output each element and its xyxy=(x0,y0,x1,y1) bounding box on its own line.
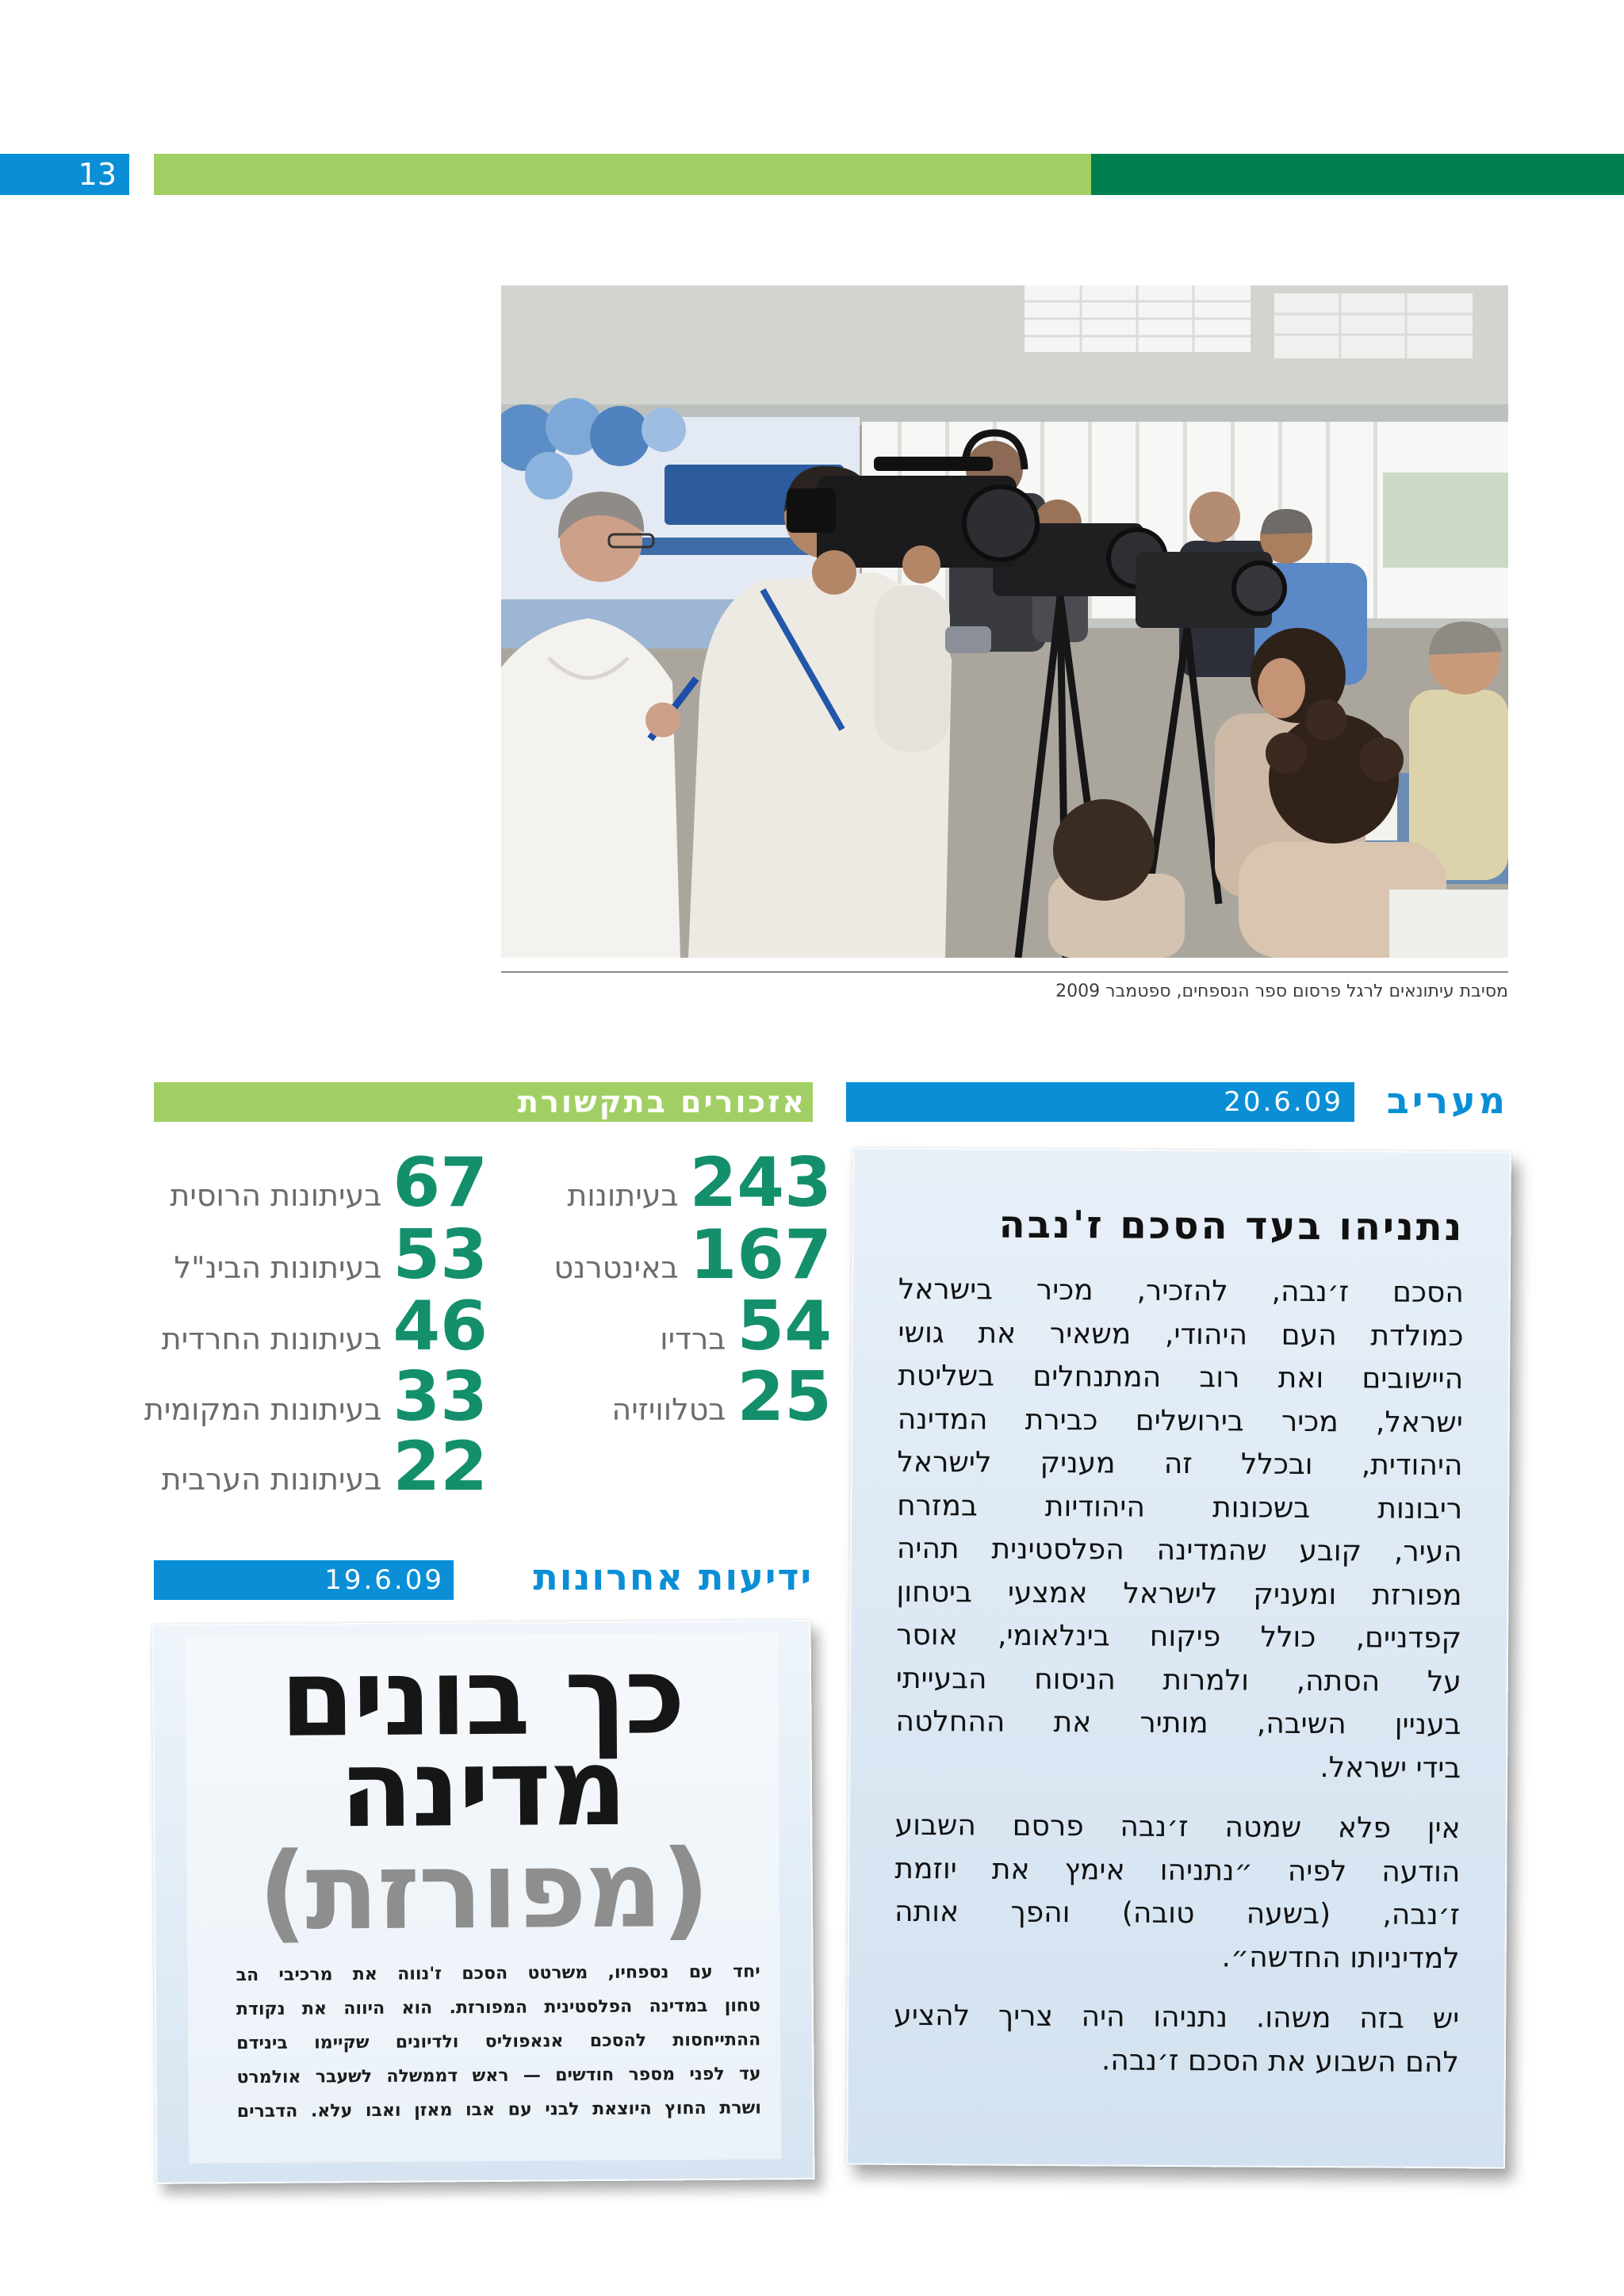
mention-stat xyxy=(170,1143,488,1223)
article-line: אין פלא שמטה ז׳נבה פרסם השבוע xyxy=(894,1808,1461,1846)
clipping-headline-line: (מפורזת) xyxy=(257,1827,709,1954)
mention-stat xyxy=(174,1215,488,1295)
mention-count: 46 xyxy=(393,1287,488,1366)
article-line: קפדניים, כולל פיקוח בינלאומי, אוסר xyxy=(896,1618,1462,1655)
article-body xyxy=(894,1269,1464,2102)
clipping-body xyxy=(236,1955,760,2130)
mention-count: 243 xyxy=(689,1143,832,1223)
article-line: להם השבוע את הסכם ז׳נבה. xyxy=(1101,2043,1460,2079)
ceiling xyxy=(501,285,1508,425)
article-line: הסכם ז׳נבה, להזכיר, מכיר בישראל xyxy=(898,1272,1464,1310)
article-line: היהודית, ובכלל זה מעניק לישראל xyxy=(897,1445,1463,1483)
mentions-title: אזכורים בתקשורת xyxy=(517,1085,806,1119)
mention-stat xyxy=(660,1287,832,1366)
photo-caption: מסיבת עיתונאים לרגל פרסום ספר הנספחים, ספטמבר 2009 xyxy=(1055,982,1508,1001)
mention-label: בעיתונות המקומית xyxy=(144,1392,382,1427)
article-line: היישובים ואת רוב המתנחלים בשליטת xyxy=(898,1359,1464,1396)
header-bar-light-green xyxy=(154,154,1091,195)
article-paragraph xyxy=(895,1269,1464,1790)
yedioth-clipping-card xyxy=(152,1620,815,2184)
mention-count: 25 xyxy=(737,1357,832,1437)
mention-label: בטלוויזיה xyxy=(611,1392,726,1427)
press-conference-photo xyxy=(501,285,1508,958)
mention-count: 53 xyxy=(393,1215,488,1295)
article-line: ישראל, מכיר בירושלים כבירת המדינה xyxy=(897,1402,1463,1439)
mention-count: 33 xyxy=(393,1357,488,1437)
mention-count: 54 xyxy=(737,1287,832,1366)
mention-label: באינטרנט xyxy=(553,1250,679,1285)
yedioth-source-title: ידיעות אחרונות xyxy=(533,1556,813,1598)
mention-label: בעיתונות הערבית xyxy=(161,1462,382,1497)
clipping-line: ושרת החוץ היוצאת לבני עם אבו מאזן ואבו עלא. הדברים xyxy=(236,2098,761,2122)
mention-label: בעיתונות xyxy=(567,1178,679,1213)
header-bar-dark-green xyxy=(1091,154,1624,195)
article-line: כמולדת העם היהודי, משאיר את גושי xyxy=(898,1316,1464,1353)
mention-count: 67 xyxy=(393,1143,488,1223)
photo-divider xyxy=(501,971,1508,973)
page-number-box xyxy=(0,154,129,195)
mentions-header-bar xyxy=(154,1082,813,1122)
clipping-headline-line: כך בונים xyxy=(279,1633,684,1761)
clipping-line: טחון במדינה הפלסטינית המפורזת. הוא היווה את נקודת xyxy=(236,1996,761,2020)
article-title: נתניהו בעד הסכם ז'נבה xyxy=(998,1202,1465,1250)
yedioth-date: 19.6.09 xyxy=(324,1564,444,1596)
article-line: הודעה לפיה ״נתניהו אימץ את יוזמת xyxy=(894,1852,1461,1888)
article-paragraph xyxy=(894,1804,1461,1980)
mention-stat xyxy=(161,1427,488,1506)
yedioth-date-bar xyxy=(154,1560,454,1600)
maariv-source-title: מעריב xyxy=(1386,1079,1508,1122)
article-line: ריבונות בשכונות היהודיות במזרח xyxy=(897,1489,1463,1525)
mention-stat xyxy=(567,1143,832,1223)
article-line: למדיניותו החדשה״. xyxy=(1221,1940,1460,1975)
mention-stat xyxy=(144,1357,488,1437)
clipping-line: עד לפני מספר חודשים — ראש דממשלה לשעבר אולמרט xyxy=(236,2064,761,2088)
clipping-line: ההתייחסות להסכם אנאפוליס ולדיונים שקיימו בינידם xyxy=(236,2030,761,2054)
mention-label: ברדיו xyxy=(660,1322,726,1357)
clipping-line: יחד עם נספחיו, משרטט הסכם ז'נווה את מרכיבי הב xyxy=(236,1961,760,1986)
mention-label: בעיתונות הרוסית xyxy=(170,1178,382,1213)
article-line: בידי ישראל. xyxy=(1320,1751,1461,1785)
article-line: ז׳נבה, (בשעה טובה) והפך אותה xyxy=(894,1895,1461,1932)
maariv-article-card xyxy=(846,1147,1511,2168)
article-paragraph xyxy=(894,1995,1460,2084)
mention-stat xyxy=(161,1287,488,1366)
article-line: בעניין השיבה, מותיר את ההחלטה xyxy=(895,1705,1461,1742)
mention-label: בעיתונות הבינ"ל xyxy=(174,1250,382,1285)
article-line: מפורזת ומעניק לישראל אמצעי ביטחון xyxy=(896,1575,1462,1612)
article-line: העיר, קובע שהמדינה הפלסטינית תהיה xyxy=(896,1532,1462,1569)
page-number: 13 xyxy=(78,157,117,192)
mention-label: בעיתונות החרדית xyxy=(161,1322,382,1357)
mention-stat xyxy=(611,1357,832,1437)
article-line: על הסתה, ולמרות הניסוח הבעייתי xyxy=(895,1662,1461,1698)
clipping-headline-line: מדינה xyxy=(339,1724,626,1852)
mention-stat xyxy=(553,1215,832,1295)
article-line: יש בזה משהו. נתניהו היה צריך להציע xyxy=(894,1999,1460,2036)
maariv-date: 20.6.09 xyxy=(1224,1086,1343,1118)
maariv-date-bar xyxy=(846,1082,1354,1122)
mention-count: 167 xyxy=(689,1215,832,1295)
photo-image xyxy=(501,285,1508,958)
mention-count: 22 xyxy=(393,1427,488,1506)
